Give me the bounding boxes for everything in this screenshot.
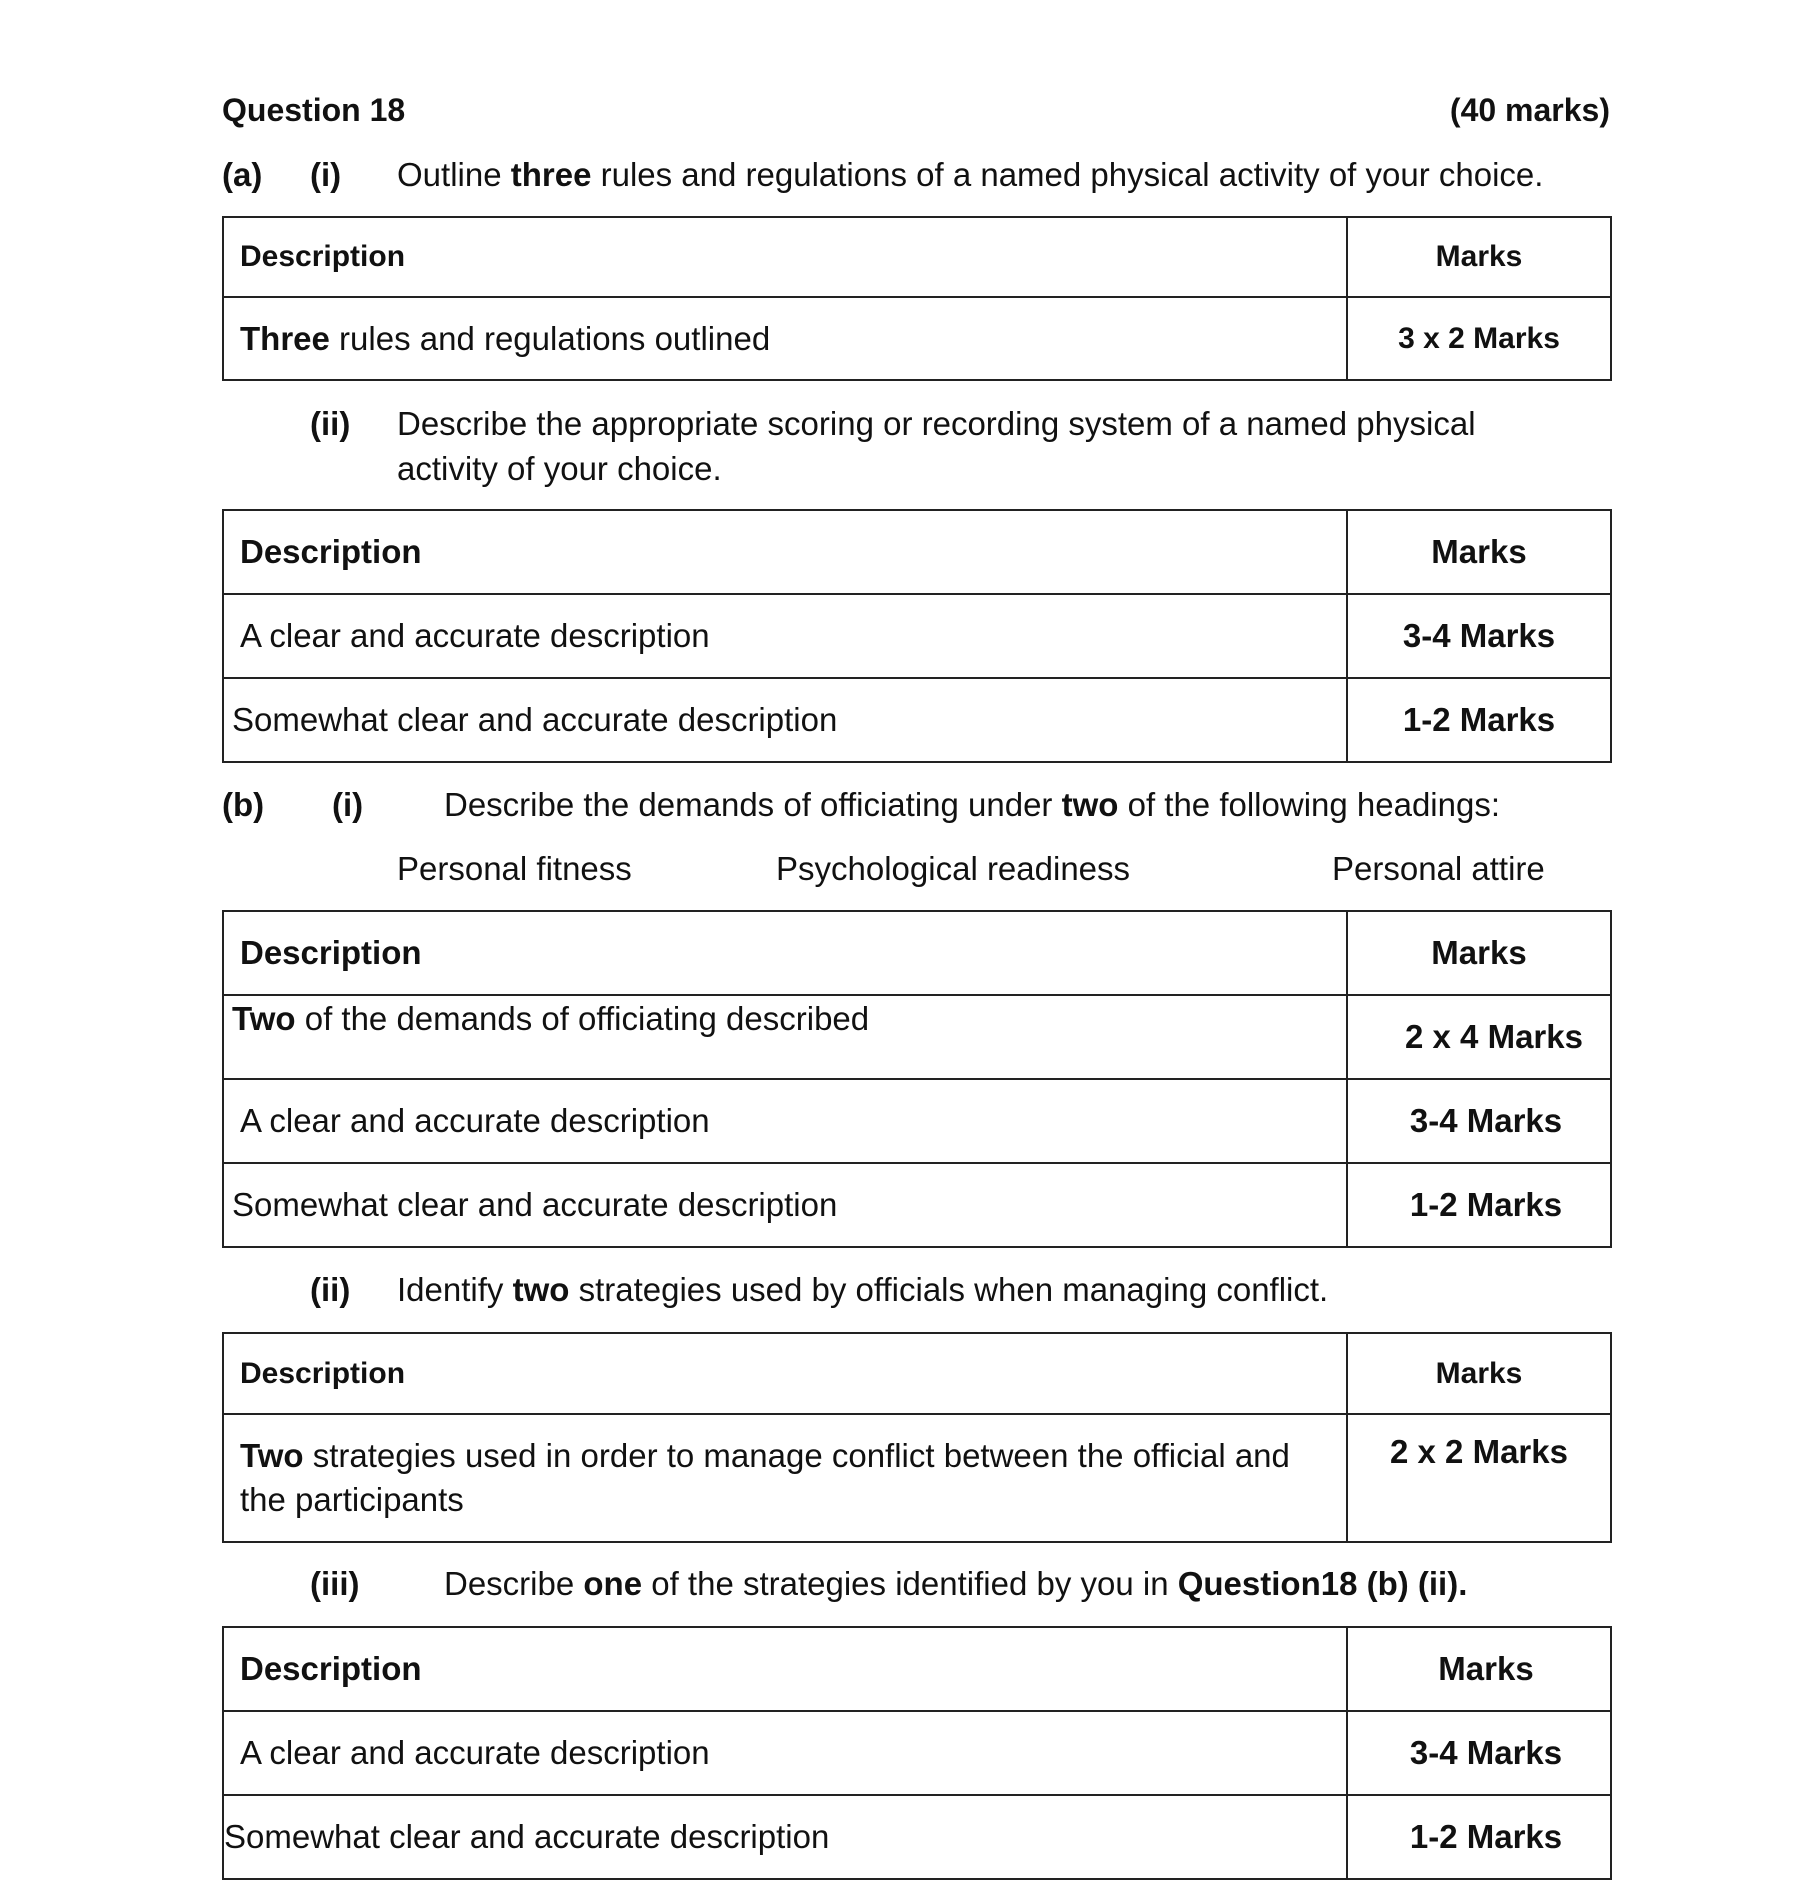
- part-b-i-label: (i): [332, 786, 364, 823]
- heading-personal-attire: Personal attire: [1332, 850, 1545, 887]
- row-description: Somewhat clear and accurate description: [223, 678, 1347, 762]
- row-description: A clear and accurate description: [223, 1711, 1347, 1795]
- row-marks: 1-2 Marks: [1347, 1795, 1611, 1879]
- rubric-table-b-ii: [222, 1332, 1612, 1543]
- table-header-row: [223, 1333, 1611, 1414]
- part-b-iii-question: Describe one of the strategies identified by you in Question18 (b) (ii).: [444, 1565, 1468, 1602]
- row-marks: 1-2 Marks: [1347, 678, 1611, 762]
- rubric-table-a-ii: [222, 509, 1612, 763]
- row-marks: 2 x 2 Marks: [1347, 1414, 1611, 1542]
- header-description: Description: [223, 510, 1347, 594]
- header-description: Description: [223, 217, 1347, 297]
- table-row: [223, 1163, 1611, 1247]
- header-description: Description: [223, 1333, 1347, 1414]
- rubric-table-b-i: [222, 910, 1612, 1248]
- table-header-row: [223, 217, 1611, 297]
- header-marks: Marks: [1347, 1627, 1611, 1711]
- row-description: Somewhat clear and accurate description: [223, 1163, 1347, 1247]
- part-a-ii-question-line2: activity of your choice.: [397, 450, 722, 487]
- row-description: A clear and accurate description: [223, 594, 1347, 678]
- table-header-row: [223, 911, 1611, 995]
- row-marks: 3-4 Marks: [1347, 1079, 1611, 1163]
- rubric-table-b-iii: [222, 1626, 1612, 1880]
- part-b-iii-label: (iii): [310, 1565, 360, 1602]
- header-description: Description: [223, 911, 1347, 995]
- table-header-row: [223, 510, 1611, 594]
- header-marks: Marks: [1347, 217, 1611, 297]
- table-row: [223, 1795, 1611, 1879]
- header-marks: Marks: [1347, 911, 1611, 995]
- part-b-i-question: Describe the demands of officiating under two of the following headings:: [444, 786, 1501, 823]
- row-description: Two strategies used in order to manage conflict between the official and the participants: [223, 1414, 1347, 1542]
- table-header-row: [223, 1627, 1611, 1711]
- rubric-table-a-i: [222, 216, 1612, 381]
- heading-psychological-readiness: Psychological readiness: [776, 850, 1131, 887]
- table-row: [223, 1711, 1611, 1795]
- table-row: [223, 1079, 1611, 1163]
- part-a-label: (a): [222, 156, 263, 193]
- part-b-ii-label: (ii): [310, 1271, 351, 1308]
- row-description: Two of the demands of officiating described: [223, 995, 1347, 1079]
- part-b-ii-question: Identify two strategies used by officials when managing conflict.: [397, 1271, 1329, 1308]
- row-description: Three rules and regulations outlined: [223, 297, 1347, 380]
- heading-personal-fitness: Personal fitness: [397, 850, 632, 887]
- row-marks: 2 x 4 Marks: [1347, 995, 1611, 1079]
- row-description: Somewhat clear and accurate description: [223, 1795, 1347, 1879]
- row-description: A clear and accurate description: [223, 1079, 1347, 1163]
- header-marks: Marks: [1347, 1333, 1611, 1414]
- question-total-marks: (40 marks): [1449, 92, 1610, 128]
- table-row: [223, 1414, 1611, 1542]
- table-row: [223, 678, 1611, 762]
- row-marks: 3-4 Marks: [1347, 594, 1611, 678]
- row-marks: 1-2 Marks: [1347, 1163, 1611, 1247]
- header-description: Description: [223, 1627, 1347, 1711]
- part-a-ii-question-line1: Describe the appropriate scoring or recording system of a named physical: [397, 405, 1476, 442]
- part-a-i-question: Outline three rules and regulations of a named physical activity of your choice.: [397, 156, 1544, 193]
- row-marks: 3 x 2 Marks: [1347, 297, 1611, 380]
- header-marks: Marks: [1347, 510, 1611, 594]
- row-marks: 3-4 Marks: [1347, 1711, 1611, 1795]
- table-row: [223, 297, 1611, 380]
- part-b-label: (b): [222, 786, 265, 823]
- table-row: [223, 594, 1611, 678]
- part-a-ii-label: (ii): [310, 405, 351, 442]
- table-row: [223, 995, 1611, 1079]
- question-title: Question 18: [222, 92, 406, 128]
- part-a-i-label: (i): [310, 156, 342, 193]
